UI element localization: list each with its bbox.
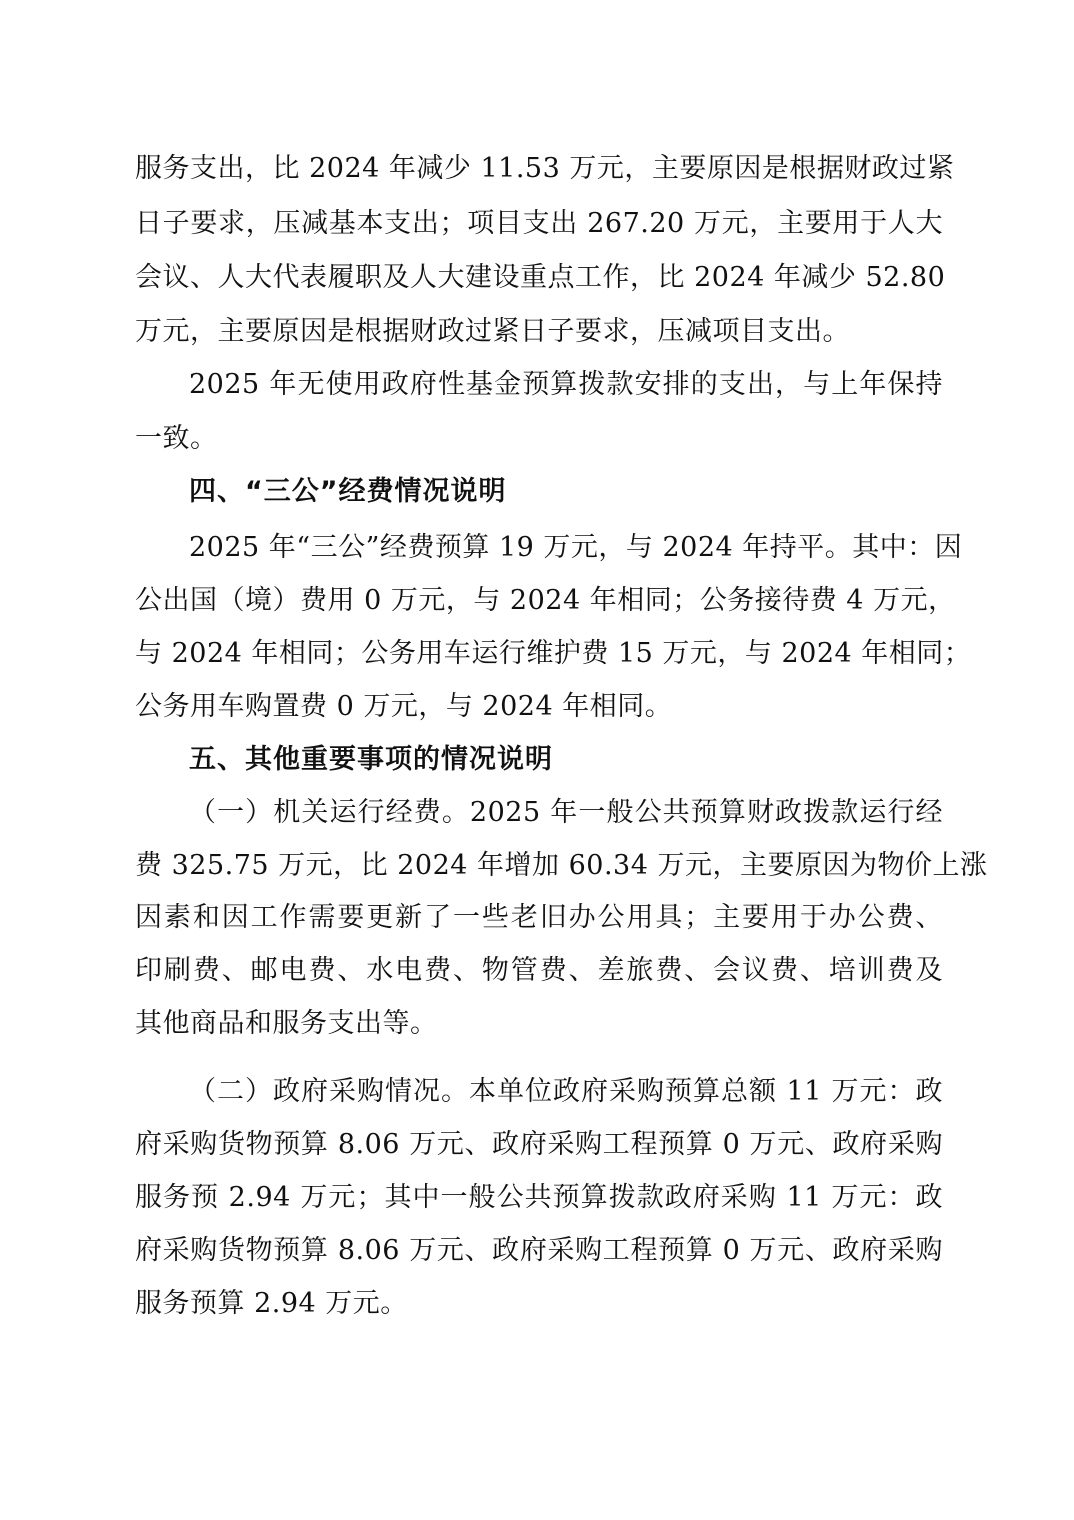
text-line: 公务用车购置费 0 万元，与 2024 年相同。 <box>135 691 673 722</box>
text-line: 费 325.75 万元，比 2024 年增加 60.34 万元，主要原因为物价上涨 <box>135 850 988 881</box>
text-line: 公出国（境）费用 0 万元，与 2024 年相同；公务接待费 4 万元， <box>135 585 956 616</box>
text-line: 万元，主要原因是根据财政过紧日子要求，压减项目支出。 <box>135 316 850 347</box>
text-line: 日子要求，压减基本支出；项目支出 267.20 万元，主要用于人大 <box>135 208 943 239</box>
document-page <box>135 0 988 1520</box>
section-heading-sangong: 四、“三公”经费情况说明 <box>189 476 507 507</box>
text-line: 府采购货物预算 8.06 万元、政府采购工程预算 0 万元、政府采购 <box>135 1129 943 1160</box>
text-line: 与 2024 年相同；公务用车运行维护费 15 万元，与 2024 年相同； <box>135 638 972 669</box>
text-line: 因素和因工作需要更新了一些老旧办公用具；主要用于办公费、 <box>135 902 943 933</box>
text-line: （二）政府采购情况。本单位政府采购预算总额 11 万元：政 <box>189 1076 943 1107</box>
text-line: 服务预算 2.94 万元。 <box>135 1288 408 1319</box>
text-line: 会议、人大代表履职及人大建设重点工作，比 2024 年减少 52.80 <box>135 262 946 293</box>
text-line: 其他商品和服务支出等。 <box>135 1008 438 1039</box>
text-line: 2025 年无使用政府性基金预算拨款安排的支出，与上年保持 <box>189 369 943 400</box>
text-line: 服务支出，比 2024 年减少 11.53 万元，主要原因是根据财政过紧 <box>135 153 955 184</box>
text-line: 2025 年“三公”经费预算 19 万元，与 2024 年持平。其中：因 <box>189 532 963 563</box>
text-line: 一致。 <box>135 423 218 454</box>
text-line: 服务预 2.94 万元；其中一般公共预算拨款政府采购 11 万元：政 <box>135 1182 943 1213</box>
text-line: 印刷费、邮电费、水电费、物管费、差旅费、会议费、培训费及 <box>135 955 943 986</box>
text-line: 府采购货物预算 8.06 万元、政府采购工程预算 0 万元、政府采购 <box>135 1235 943 1266</box>
section-heading-other-matters: 五、其他重要事项的情况说明 <box>189 744 553 775</box>
text-line: （一）机关运行经费。2025 年一般公共预算财政拨款运行经 <box>189 797 943 828</box>
